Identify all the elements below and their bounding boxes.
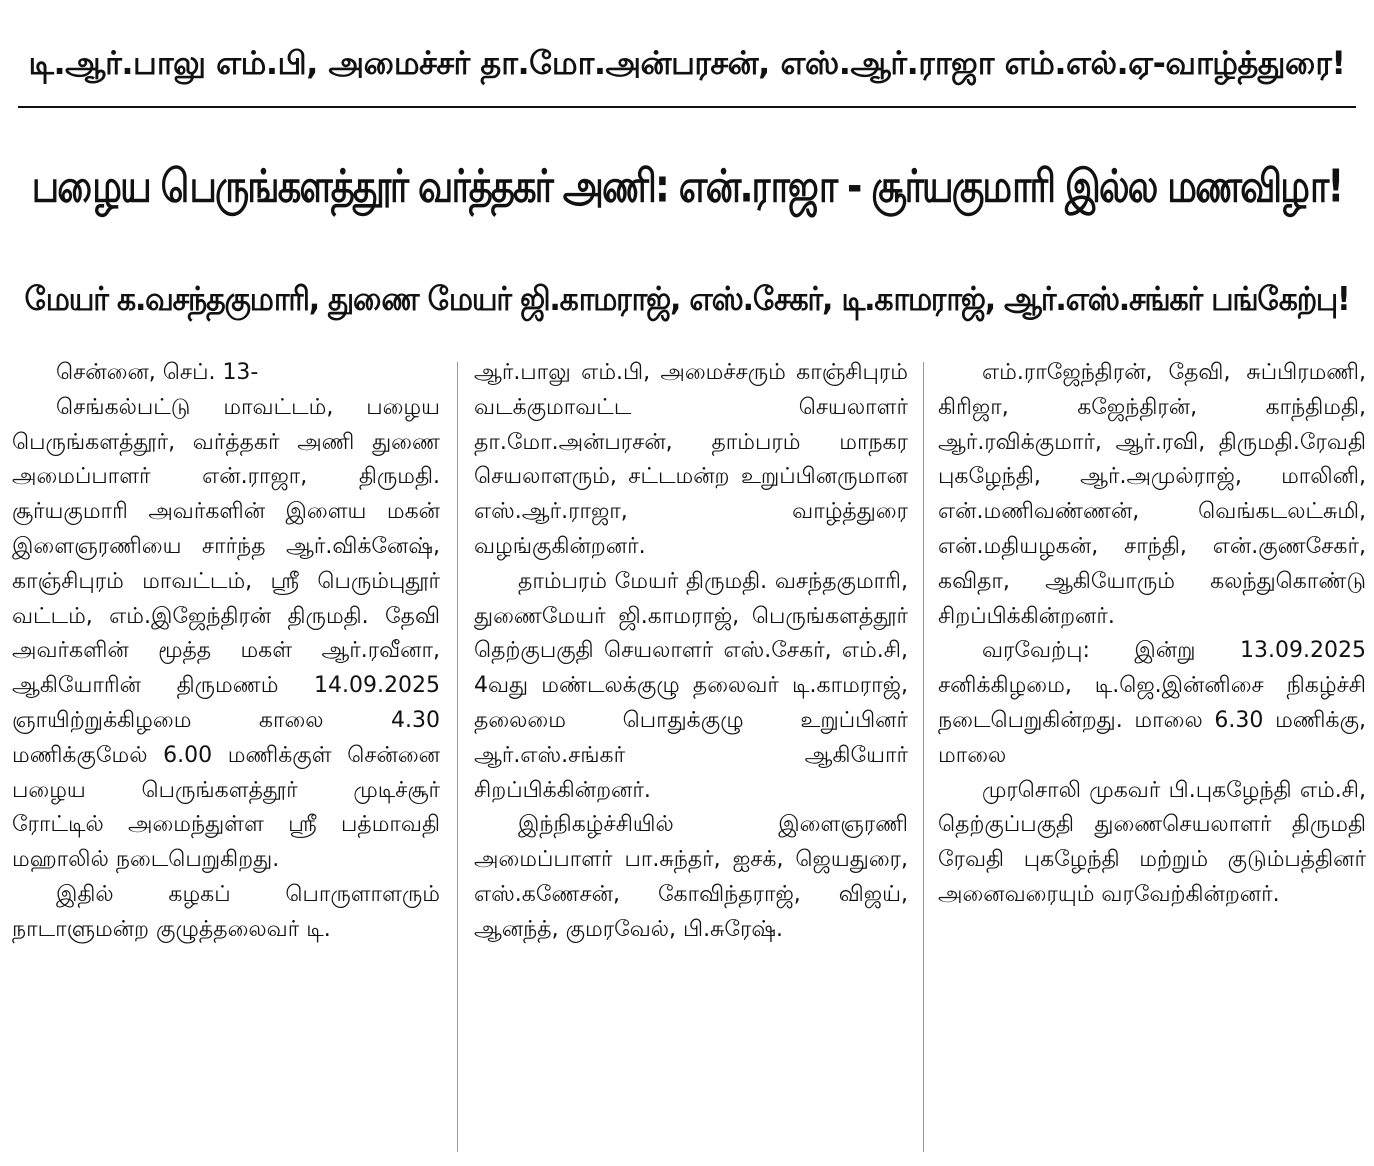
paragraph: வரவேற்பு: இன்று 13.09.2025 சனிக்கிழமை, டி.ஜெ.இன்னிசை நிகழ்ச்சி நடைபெறுகின்றது. மாலை 6.30 மணிக்கு, மாலை (938, 638, 1366, 768)
paragraph: இதில் கழகப் பொருளாளரும் நாடாளுமன்ற குழுத்தலைவர் டி. (12, 881, 440, 942)
paragraph: இந்நிகழ்ச்சியில் இளைஞரணி அமைப்பாளர் பா.சுந்தர், ஐசக், ஜெயதுரை, எஸ்.கணேசன், கோவிந்தராஜ், விஜய், ஆனந்த், குமரவேல், பி.சுரேஷ். (474, 812, 908, 942)
column-2 (474, 356, 908, 1162)
paragraph: எம்.ராஜேந்திரன், தேவி, சுப்பிரமணி, கிரிஜா, கஜேந்திரன், காந்திமதி, ஆர்.ரவிக்குமார், ஆர்.ரவி, திருமதி.ரேவதி புகழேந்தி, ஆர்.அமுல்ராஜ், மாலினி, என்.மணிவண்ணன், வெங்கடலட்சுமி, என்.மதியழகன், சாந்தி, என்.குணசேகர், கவிதா, ஆகியோரும் கலந்துகொண்டு சிறப்பிக்கின்றனர். (938, 360, 1366, 629)
headline: பழைய பெருங்களத்தூர் வர்த்தகர் அணி: என்.ராஜா - சூர்யகுமாரி இல்ல மணவிழா! (31, 160, 1343, 213)
subheadline: மேயர் க.வசந்தகுமாரி, துணை மேயர் ஜி.காமராஜ், எஸ்.சேகர், டி.காமராஜ், ஆர்.எஸ்.சங்கர் பங்கேற்பு! (24, 280, 1350, 319)
header-rule (18, 106, 1356, 108)
paragraph: ஆர்.பாலு எம்.பி, அமைச்சரும் காஞ்சிபுரம் வடக்குமாவட்ட செயலாளர் தா.மோ.அன்பரசன், தாம்பரம் மாநகர செயலாளரும், சட்டமன்ற உறுப்பினருமான எஸ்.ஆர்.ராஜா, வாழ்த்துரை வழங்குகின்றனர். (474, 360, 908, 559)
paragraph: முரசொலி முகவர் பி.புகழேந்தி எம்.சி, தெற்குப்பகுதி துணைசெயலாளர் திருமதி ரேவதி புகழேந்தி மற்றும் குடும்பத்தினர் அனைவரையும் வரவேற்கின்றனர். (938, 777, 1366, 907)
paragraph: செங்கல்பட்டு மாவட்டம், பழைய பெருங்களத்தூர், வர்த்தகர் அணி துணை அமைப்பாளர் என்.ராஜா, திருமதி. சூர்யகுமாரி அவர்களின் இளைய மகன் இளைஞரணியை சார்ந்த ஆர்.விக்னேஷ், காஞ்சிபுரம் மாவட்டம், ஸ்ரீ பெரும்புதூர் வட்டம், எம்.இஜேந்திரன் திருமதி. தேவி அவர்களின் மூத்த மகள் ஆர்.ரவீனா, ஆகியோரின் திருமணம் 14.09.2025 ஞாயிற்றுக்கிழமை காலை 4.30 மணிக்குமேல் 6.00 மணிக்குள் சென்னை பழைய பெருங்களத்தூர் முடிச்சூர் ரோட்டில் அமைந்துள்ள ஸ்ரீ பத்மாவதி மஹாலில் நடைபெறுகிறது. (12, 394, 440, 873)
dateline: சென்னை, செப். 13- (56, 360, 259, 385)
column-divider (923, 362, 924, 1152)
paragraph: தாம்பரம் மேயர் திருமதி. வசந்தகுமாரி, துணைமேயர் ஜி.காமராஜ், பெருங்களத்தூர் தெற்குபகுதி செயலாளர் எஸ்.சேகர், எம்.சி, 4வது மண்டலக்குழு தலைவர் டி.காமராஜ், தலைமை பொதுக்குழு உறுப்பினர் ஆர்.எஸ்.சங்கர் ஆகியோர் சிறப்பிக்கின்றனர். (474, 568, 908, 803)
column-3 (938, 356, 1366, 1162)
kicker-line: டி.ஆர்.பாலு எம்.பி, அமைச்சர் தா.மோ.அன்பரசன், எஸ்.ஆர்.ராஜா எம்.எல்.ஏ-வாழ்த்துரை! (28, 44, 1346, 82)
column-divider (457, 362, 458, 1152)
column-1 (12, 356, 440, 1162)
article-body (8, 356, 1368, 1162)
